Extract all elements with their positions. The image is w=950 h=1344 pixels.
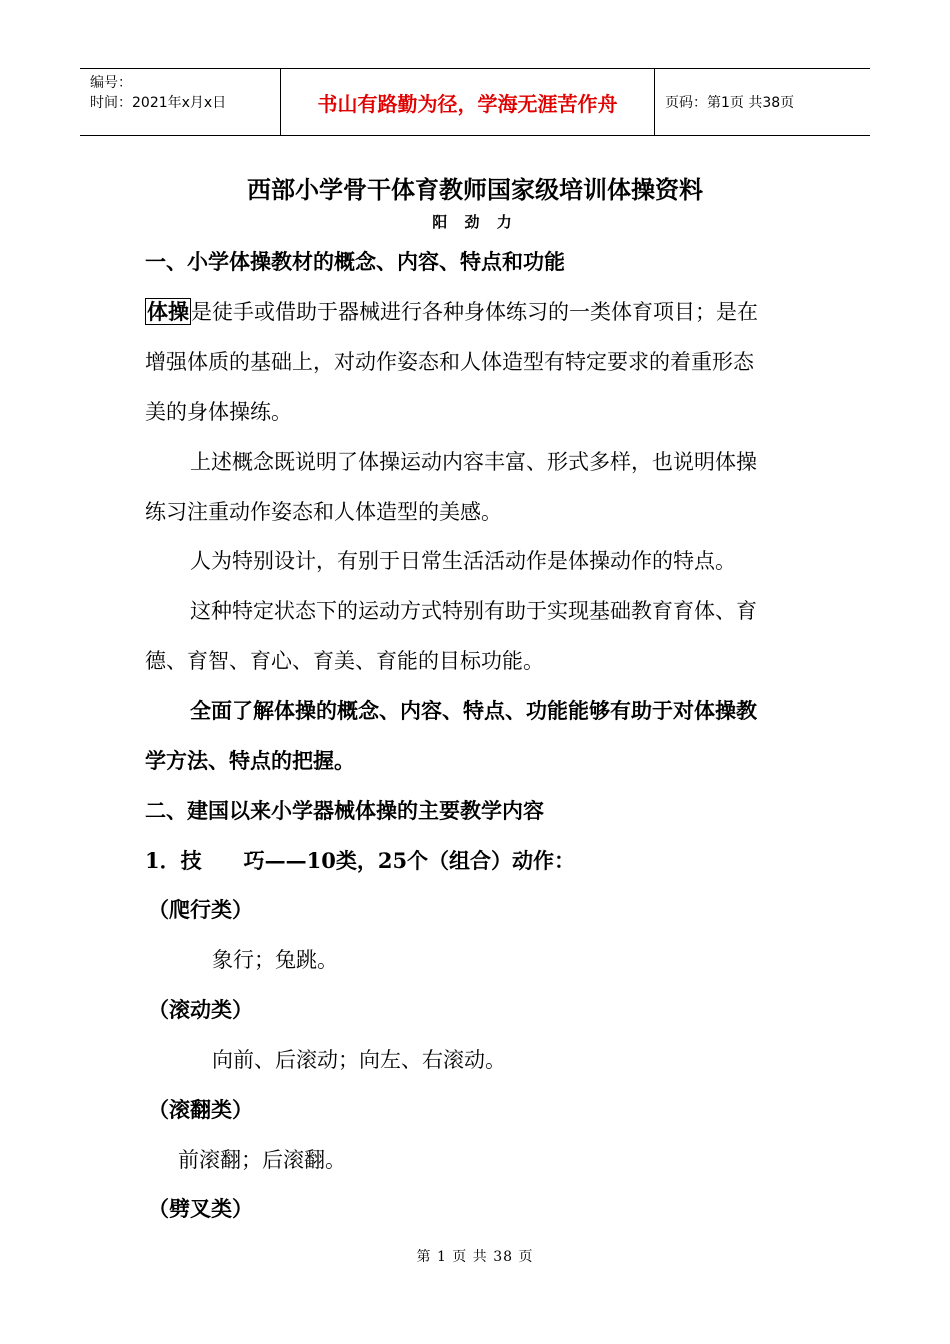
paragraph-4-line-1: 这种特定状态下的运动方式特别有助于实现基础教育育体、育 [190,599,757,623]
paragraph-1-line-3: 美的身体操练。 [145,400,292,424]
page-count-label: 页码：第1页 共38页 [665,95,795,111]
paragraph-1-line-1 [145,296,810,326]
category-rolling: （滚动类） [148,997,253,1022]
category-crawling: （爬行类） [148,897,253,922]
section-heading-2: 二、建国以来小学器械体操的主要教学内容 [145,798,544,823]
page-footer: 第 1 页 共 38 页 [416,1249,534,1265]
term-highlight: 体操 [147,299,189,324]
category-somersault: （滚翻类） [148,1097,253,1122]
category-somersault-text: 前滚翻；后滚翻。 [178,1148,346,1172]
paragraph-5-line-1: 全面了解体操的概念、内容、特点、功能能够有助于对体操教 [190,698,757,723]
category-crawling-text: 象行；兔跳。 [212,948,338,972]
header-left-cell [80,69,281,135]
paragraph-5-line-2: 学方法、特点的把握。 [145,748,355,773]
page-header [80,68,870,136]
paragraph-1-line-2: 增强体质的基础上，对动作姿态和人体造型有特定要求的着重形态 [145,350,754,374]
time-label: 时间：2021年x月x日 [90,95,227,111]
item-1-heading: 1．技 巧——10类，25个（组合）动作： [145,848,576,873]
paragraph-1-line-1-text: 是徒手或借助于器械进行各种身体练习的一类体育项目；是在 [191,300,758,324]
paragraph-3: 人为特别设计，有别于日常生活活动作是体操动作的特点。 [190,549,736,573]
paragraph-4-line-2: 德、育智、育心、育美、育能的目标功能。 [145,649,544,673]
number-label: 编号： [90,75,132,91]
paragraph-2-line-1: 上述概念既说明了体操运动内容丰富、形式多样，也说明体操 [190,450,757,474]
paragraph-2-line-2: 练习注重动作姿态和人体造型的美感。 [145,500,502,524]
category-rolling-text: 向前、后滚动；向左、右滚动。 [212,1048,506,1072]
document-title: 西部小学骨干体育教师国家级培训体操资料 [247,175,703,204]
author: 阳 劲 力 [432,213,518,231]
category-splits: （劈叉类） [148,1196,253,1221]
section-heading-1: 一、小学体操教材的概念、内容、特点和功能 [145,249,565,274]
motto: 书山有路勤为径，学海无涯苦作舟 [281,69,655,135]
